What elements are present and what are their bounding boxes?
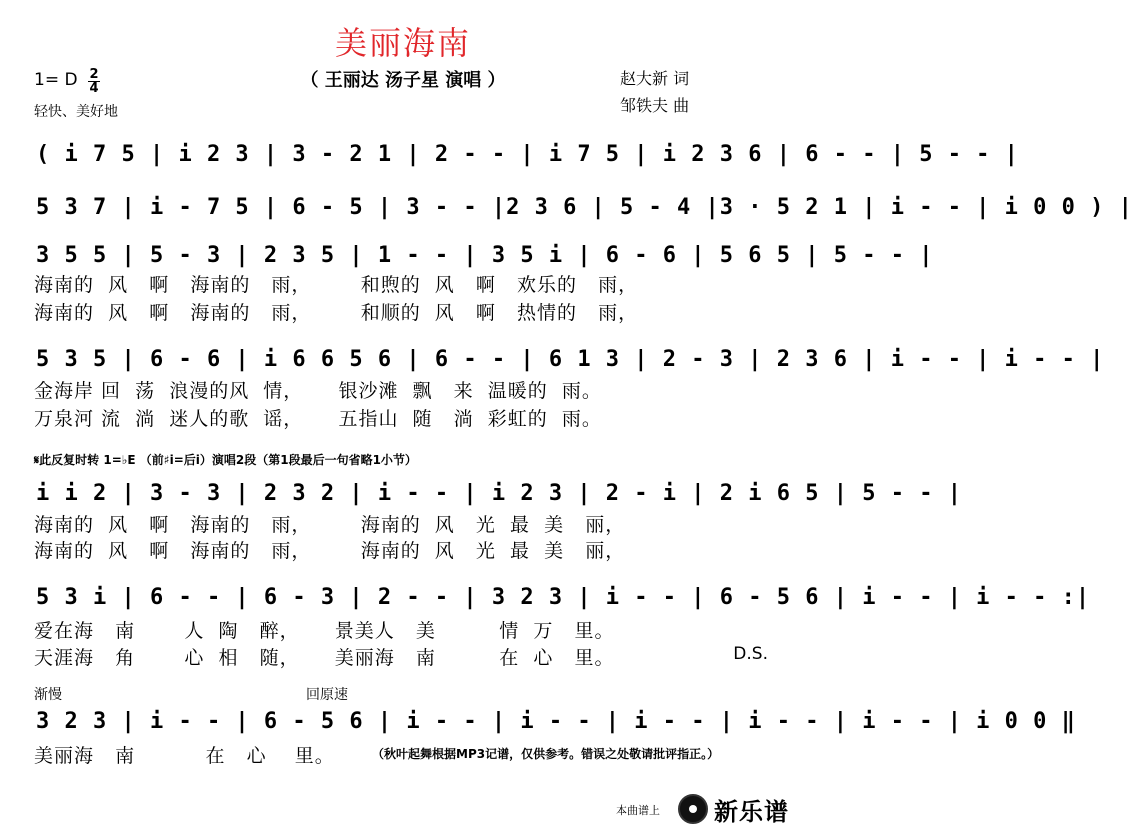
tempo-marking: 轻快、美好地: [34, 104, 118, 120]
time-bottom: 4: [89, 81, 99, 96]
music-line-4: 5 3 5 | 6 - 6 | i 6 6 5 6 | 6 - - | 6 1 3 | 2 - 3 | 2 3 6 | i - - | i - - |: [36, 347, 1105, 372]
logo-label: 本曲谱上: [616, 804, 660, 817]
time-signature: [88, 68, 100, 95]
lyricist-credit: 赵大新 词: [620, 69, 690, 88]
time-top: 2: [89, 67, 99, 82]
music-line-5: i i 2 | 3 - 3 | 2 3 2 | i - - | i 2 3 | 2 - i | 2 i 6 5 | 5 - - |: [36, 481, 962, 506]
ritardando-mark: 渐慢: [34, 687, 62, 703]
lyric-line-6b: 天涯海 角 心 相 随， 美丽海 南 在 心 里。: [34, 647, 615, 669]
dal-segno-mark: D.S.: [733, 644, 768, 664]
song-title: 美丽海南: [334, 24, 471, 62]
lyric-line-4b: 万泉河 流 淌 迷人的歌 谣， 五指山 随 淌 彩虹的 雨。: [34, 408, 602, 430]
lyric-line-5b: 海南的 风 啊 海南的 雨， 海南的 风 光 最 美 丽，: [34, 540, 626, 562]
lyric-line-7a: 美丽海 南 在 心 里。: [34, 745, 335, 767]
a-tempo-mark: 回原速: [306, 687, 348, 703]
music-line-2: 5 3 7 | i - 7 5 | 6 - 5 | 3 - - |2 3 6 | 5 - 4 |3 · 5 2 1 | i - - | i 0 0 ) |: [36, 195, 1133, 220]
site-logo: [616, 788, 806, 828]
music-line-7: 3 2 3 | i - - | 6 - 5 6 | i - - | i - - | i - - | i - - | i - - | i 0 0 ‖: [36, 709, 1076, 734]
music-line-1: ( i 7 5 | i 2 3 | 3 - 2 1 | 2 - - | i 7 5 | i 2 3 6 | 6 - - | 5 - - |: [36, 142, 1019, 167]
logo-brand: 新乐谱: [714, 798, 789, 826]
music-line-6: 5 3 i | 6 - - | 6 - 3 | 2 - - | 3 2 3 | i - - | 6 - 5 6 | i - - | i - - :|: [36, 585, 1091, 610]
composer-credit: 邹铁夫 曲: [620, 96, 690, 115]
lyric-line-3b: 海南的 风 啊 海南的 雨， 和顺的 风 啊 热情的 雨，: [34, 302, 639, 324]
repeat-instruction: 𝄋此反复时转 1=♭E （前♯i=后i）演唱2段（第1段最后一句省略1小节）: [34, 453, 417, 467]
key-signature: 1= D: [34, 70, 78, 90]
lyric-line-4a: 金海岸 回 荡 浪漫的风 情， 银沙滩 飘 来 温暖的 雨。: [34, 380, 602, 402]
music-line-3: 3 5 5 | 5 - 3 | 2 3 5 | 1 - - | 3 5 i | 6 - 6 | 5 6 5 | 5 - - |: [36, 243, 934, 268]
lyric-line-3a: 海南的 风 啊 海南的 雨， 和煦的 风 啊 欢乐的 雨，: [34, 274, 639, 296]
lyric-line-6a: 爱在海 南 人 陶 醉， 景美人 美 情 万 里。: [34, 620, 615, 642]
lyric-line-5a: 海南的 风 啊 海南的 雨， 海南的 风 光 最 美 丽，: [34, 514, 626, 536]
singers-line: （ 王丽达 汤子星 演唱 ）: [300, 70, 506, 91]
record-disc-icon: [678, 794, 708, 824]
transcription-footnote: （秋叶起舞根据MP3记谱，仅供参考。错误之处敬请批评指正。）: [372, 747, 720, 761]
